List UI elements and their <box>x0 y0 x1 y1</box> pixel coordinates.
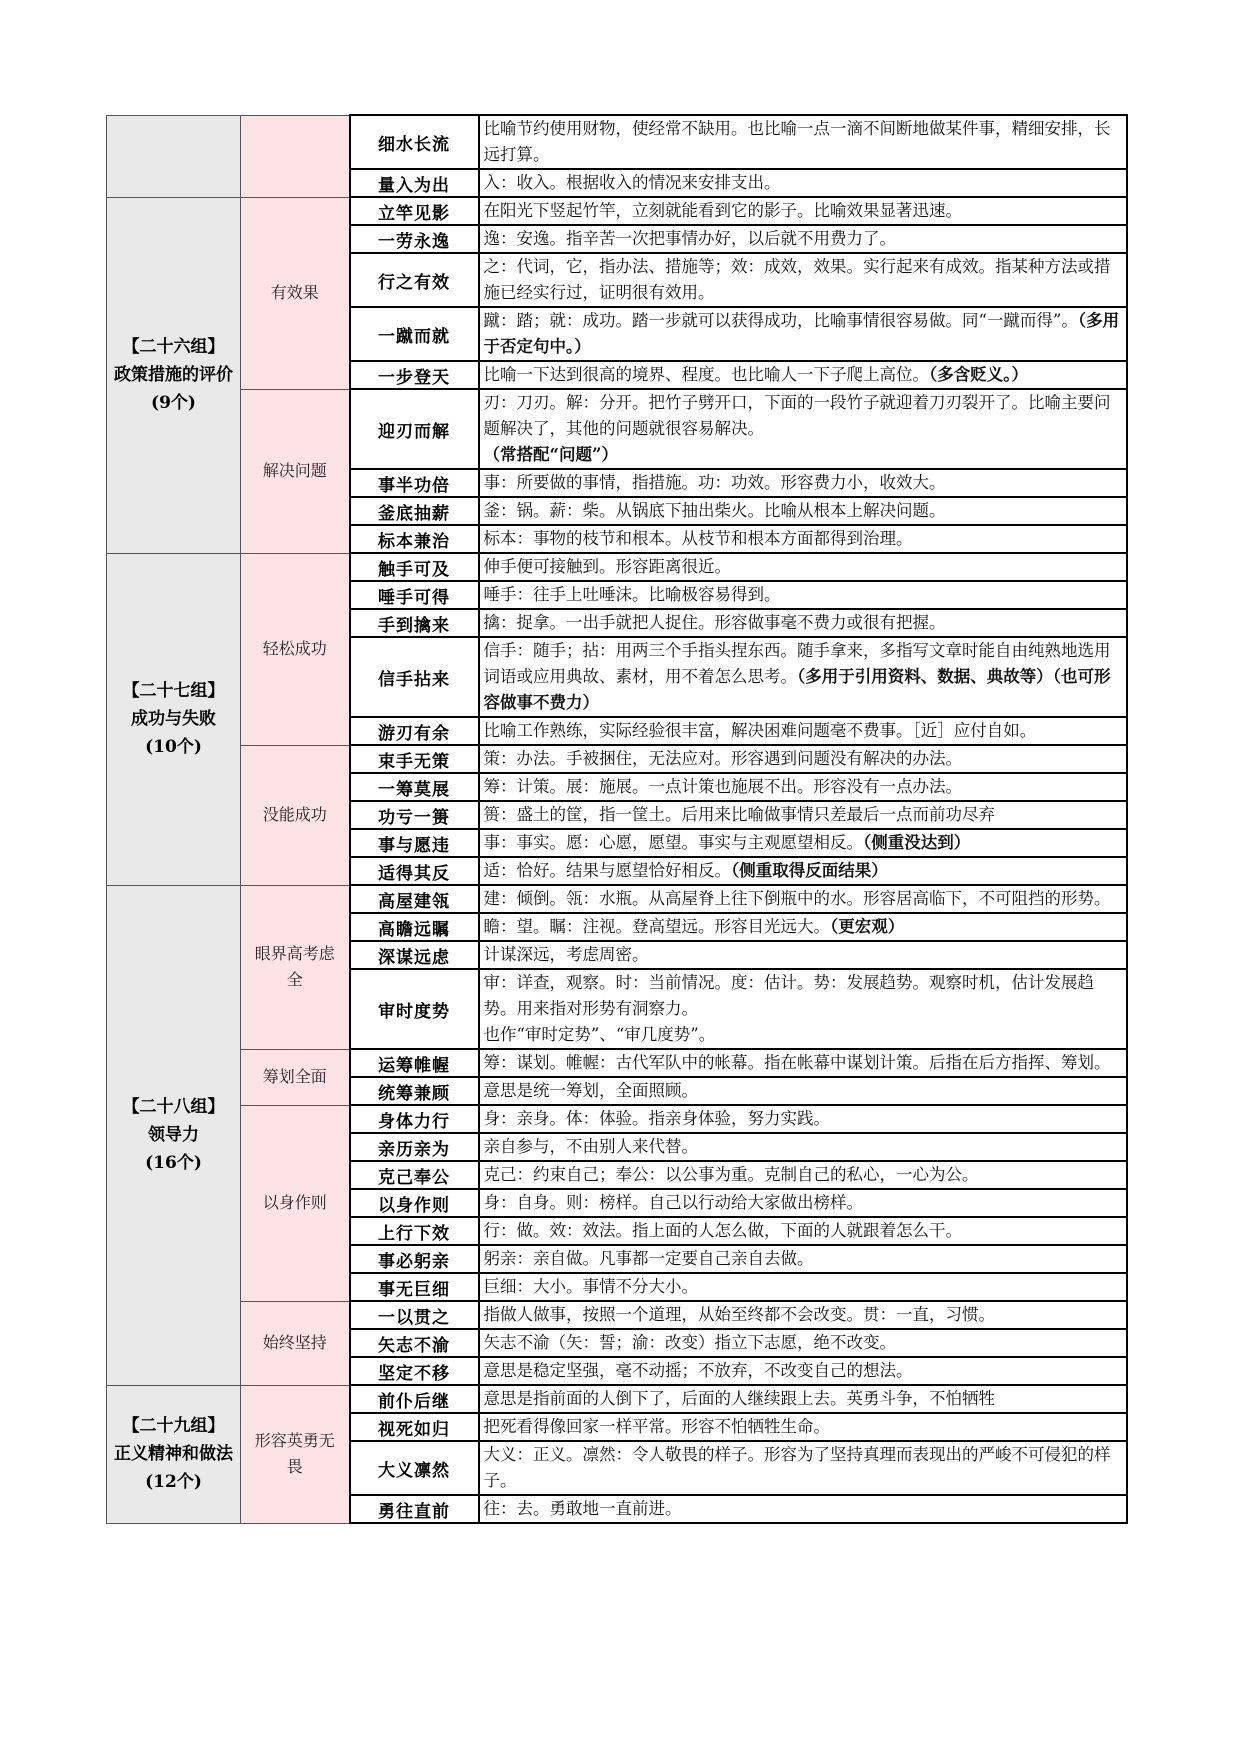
idiom-cell: 身体力行 <box>350 1105 479 1133</box>
definition-cell <box>479 1245 1128 1273</box>
category-cell: 解决问题 <box>241 389 350 553</box>
definition-text: 逸：安逸。指辛苦一次把事情办好，以后就不用费力了。 <box>483 229 896 248</box>
definition-cell <box>479 1441 1128 1495</box>
definition-cell <box>479 637 1128 717</box>
definition-cell <box>479 1273 1128 1301</box>
idiom-cell: 坚定不移 <box>350 1357 479 1385</box>
definition-text: 唾手：往手上吐唾沫。比喻极容易得到。 <box>483 585 781 604</box>
definition-text: 在阳光下竖起竹竿，立刻就能看到它的影子。比喻效果显著迅速。 <box>483 201 962 220</box>
idiom-cell: 上行下效 <box>350 1217 479 1245</box>
definition-cell <box>479 1413 1128 1441</box>
definition-text: 入：收入。根据收入的情况来安排支出。 <box>483 173 781 192</box>
definition-text: 事：所要做的事情，指措施。功：功效。形容费力小，收效大。 <box>483 473 946 492</box>
definition-cell <box>479 253 1128 307</box>
definition-text: 意思是指前面的人倒下了，后面的人继续跟上去。英勇斗争，不怕牺牲 <box>483 1389 995 1408</box>
idiom-cell: 一筹莫展 <box>350 773 479 801</box>
category-cell: 有效果 <box>241 197 350 389</box>
definition-cell <box>479 801 1128 829</box>
definition-text: 克己：约束自己；奉公：以公事为重。克制自己的私心，一心为公。 <box>483 1165 979 1184</box>
definition-cell <box>479 553 1128 581</box>
definition-cell <box>479 1049 1128 1077</box>
definition-cell <box>479 1385 1128 1413</box>
definition-cell <box>479 581 1128 609</box>
usage-note: （多用于否定句中。） <box>483 311 1120 356</box>
idiom-cell: 细水长流 <box>350 115 479 169</box>
definition-text: 篑：盛土的筐，指一筐土。后用来比喻做事情只差最后一点而前功尽弃 <box>483 805 995 824</box>
table-row <box>107 885 1128 913</box>
category-cell: 始终坚持 <box>241 1301 350 1385</box>
table-row <box>107 115 1128 169</box>
group-count: (10个) <box>145 737 202 757</box>
idiom-cell: 高瞻远瞩 <box>350 913 479 941</box>
definition-text: 身：亲身。体：体验。指亲身体验，努力实践。 <box>483 1109 830 1128</box>
idiom-table <box>106 114 1128 1524</box>
category-cell: 轻松成功 <box>241 553 350 745</box>
definition-text: 比喻一下达到很高的境界、程度。也比喻人一下子爬上高位。 <box>483 365 929 384</box>
idiom-cell: 审时度势 <box>350 969 479 1049</box>
definition-text: 指做人做事，按照一个道理，从始至终都不会改变。贯：一直，习惯。 <box>483 1305 995 1324</box>
definition-text: 意思是稳定坚强，毫不动摇；不放弃，不改变自己的想法。 <box>483 1361 913 1380</box>
idiom-cell: 勇往直前 <box>350 1495 479 1523</box>
definition-cell <box>479 857 1128 885</box>
idiom-cell: 功亏一篑 <box>350 801 479 829</box>
definition-text: 事：事实。愿：心愿，愿望。事实与主观愿望相反。 <box>483 833 863 852</box>
group-name: 成功与失败 <box>131 709 216 729</box>
definition-cell <box>479 745 1128 773</box>
definition-text: 伸手便可接触到。形容距离很近。 <box>483 557 731 576</box>
definition-text: 比喻工作熟练，实际经验很丰富，解决困难问题毫不费事。［近］应付自如。 <box>483 721 1037 740</box>
idiom-cell: 事必躬亲 <box>350 1245 479 1273</box>
group-cell <box>107 197 241 553</box>
definition-cell <box>479 1329 1128 1357</box>
idiom-cell: 亲历亲为 <box>350 1133 479 1161</box>
definition-cell <box>479 115 1128 169</box>
definition-cell <box>479 609 1128 637</box>
idiom-cell: 信手拈来 <box>350 637 479 717</box>
definition-text: 躬亲：亲自做。凡事都一定要自己亲自去做。 <box>483 1249 814 1268</box>
category-cell <box>241 115 350 197</box>
definition-cell <box>479 913 1128 941</box>
definition-text: 蹴：踏；就：成功。踏一步就可以获得成功，比喻事情很容易做。同“一蹴而得”。 <box>483 311 1078 330</box>
usage-note: （更宏观） <box>830 917 905 936</box>
usage-note: （侧重没达到） <box>863 833 971 852</box>
idiom-cell: 唾手可得 <box>350 581 479 609</box>
definition-cell <box>479 1217 1128 1245</box>
definition-cell <box>479 525 1128 553</box>
definition-cell <box>479 885 1128 913</box>
idiom-cell: 釜底抽薪 <box>350 497 479 525</box>
table-row <box>107 1385 1128 1413</box>
category-cell: 没能成功 <box>241 745 350 885</box>
idiom-cell: 一以贯之 <box>350 1301 479 1329</box>
definition-text: 矢志不渝（矢：誓；渝：改变）指立下志愿，绝不改变。 <box>483 1333 896 1352</box>
group-count: (16个) <box>145 1153 202 1173</box>
definition-cell <box>479 969 1128 1049</box>
group-cell <box>107 1385 241 1523</box>
definition-cell <box>479 1133 1128 1161</box>
usage-note: （侧重取得反面结果） <box>731 861 888 880</box>
category-cell: 形容英勇无畏 <box>241 1385 350 1523</box>
idiom-cell: 立竿见影 <box>350 197 479 225</box>
definition-text: 往：去。勇敢地一直前进。 <box>483 1499 682 1518</box>
definition-cell <box>479 1189 1128 1217</box>
definition-cell <box>479 1105 1128 1133</box>
idiom-cell: 以身作则 <box>350 1189 479 1217</box>
idiom-cell: 一劳永逸 <box>350 225 479 253</box>
idiom-cell: 视死如归 <box>350 1413 479 1441</box>
definition-text: 瞻：望。瞩：注视。登高望远。形容目光远大。 <box>483 917 830 936</box>
idiom-cell: 克己奉公 <box>350 1161 479 1189</box>
idiom-cell: 行之有效 <box>350 253 479 307</box>
table-row <box>107 1105 1128 1133</box>
group-label: 【二十七组】 <box>122 681 225 701</box>
definition-cell <box>479 307 1128 361</box>
definition-text: 策：办法。手被捆住，无法应对。形容遇到问题没有解决的办法。 <box>483 749 962 768</box>
idiom-cell: 事无巨细 <box>350 1273 479 1301</box>
definition-text: 计谋深远，考虑周密。 <box>483 945 649 964</box>
idiom-cell: 事半功倍 <box>350 469 479 497</box>
group-cell <box>107 115 241 197</box>
definition-text: 身：自身。则：榜样。自己以行动给大家做出榜样。 <box>483 1193 863 1212</box>
definition-text: 釜：锅。薪：柴。从锅底下抽出柴火。比喻从根本上解决问题。 <box>483 501 946 520</box>
idiom-cell: 前仆后继 <box>350 1385 479 1413</box>
definition-cell <box>479 469 1128 497</box>
idiom-cell: 一蹴而就 <box>350 307 479 361</box>
table-row <box>107 1049 1128 1077</box>
idiom-cell: 一步登天 <box>350 361 479 389</box>
idiom-cell: 适得其反 <box>350 857 479 885</box>
definition-text: 筹：计策。展：施展。一点计策也施展不出。形容没有一点办法。 <box>483 777 962 796</box>
definition-text: 之：代词，它，指办法、措施等；效：成效，效果。实行起来有成效。指某种方法或措施已经实行过，证明很有效用。 <box>483 257 1111 302</box>
definition-text: 巨细：大小。事情不分大小。 <box>483 1277 698 1296</box>
group-label: 【二十八组】 <box>122 1097 225 1117</box>
group-count: (12个) <box>145 1472 202 1492</box>
definition-text: 擒：捉拿。一出手就把人捉住。形容做事毫不费力或很有把握。 <box>483 613 946 632</box>
idiom-cell: 深谋远虑 <box>350 941 479 969</box>
category-cell: 眼界高考虑全 <box>241 885 350 1049</box>
idiom-cell: 矢志不渝 <box>350 1329 479 1357</box>
group-count: (9个) <box>151 393 196 413</box>
idiom-cell: 游刃有余 <box>350 717 479 745</box>
definition-text: 信手：随手；拈：用两三个手指头捏东西。随手拿来，多指写文章时能自由纯熟地选用词语或应用典故、素材，用不着怎么思考。 <box>483 641 1111 686</box>
group-label: 【二十九组】 <box>122 1416 225 1436</box>
definition-cell <box>479 1161 1128 1189</box>
group-name: 正义精神和做法 <box>114 1444 233 1464</box>
definition-text: 比喻节约使用财物，使经常不缺用。也比喻一点一滴不间断地做某件事，精细安排，长远打算。 <box>483 119 1111 164</box>
definition-text: 行：做。效：效法。指上面的人怎么做，下面的人就跟着怎么干。 <box>483 1221 962 1240</box>
idiom-cell: 大义凛然 <box>350 1441 479 1495</box>
definition-text: 审：详查，观察。时：当前情况。度：估计。势：发展趋势。观察时机，估计发展趋势。用来指对形势有洞察力。 <box>483 973 1094 1018</box>
definition-cell <box>479 389 1128 469</box>
definition-text: 也作“审时定势”、“审几度势”。 <box>483 1025 716 1044</box>
idiom-cell: 触手可及 <box>350 553 479 581</box>
definition-text: 适：恰好。结果与愿望恰好相反。 <box>483 861 731 880</box>
usage-note: （多含贬义。） <box>929 365 1028 384</box>
definition-cell <box>479 197 1128 225</box>
group-label: 【二十六组】 <box>122 337 225 357</box>
definition-cell <box>479 941 1128 969</box>
group-name: 政策措施的评价 <box>114 365 233 385</box>
idiom-cell: 高屋建瓴 <box>350 885 479 913</box>
idiom-cell: 统筹兼顾 <box>350 1077 479 1105</box>
definition-cell <box>479 773 1128 801</box>
definition-cell <box>479 1495 1128 1523</box>
idiom-cell: 运筹帷幄 <box>350 1049 479 1077</box>
idiom-cell: 手到擒来 <box>350 609 479 637</box>
definition-cell <box>479 1077 1128 1105</box>
idiom-cell: 迎刃而解 <box>350 389 479 469</box>
definition-text: 大义：正义。凛然：令人敬畏的样子。形容为了坚持真理而表现出的严峻不可侵犯的样子。 <box>483 1445 1111 1490</box>
definition-text: 刃：刀刃。解：分开。把竹子劈开口，下面的一段竹子就迎着刀刃裂开了。比喻主要问题解决了，其他的问题就很容易解决。 <box>483 393 1111 438</box>
table-row <box>107 1301 1128 1329</box>
definition-text: 标本：事物的枝节和根本。从枝节和根本方面都得到治理。 <box>483 529 913 548</box>
definition-cell <box>479 169 1128 197</box>
group-name: 领导力 <box>148 1125 199 1145</box>
table-row <box>107 197 1128 225</box>
table-row <box>107 389 1128 469</box>
definition-text: 亲自参与，不由别人来代替。 <box>483 1137 698 1156</box>
definition-cell <box>479 829 1128 857</box>
idiom-cell: 束手无策 <box>350 745 479 773</box>
usage-note: （多用于引用资料、数据、典故等）（也可形容做事不费力） <box>483 667 1111 712</box>
definition-text: 意思是统一筹划，全面照顾。 <box>483 1081 698 1100</box>
group-cell <box>107 885 241 1385</box>
idiom-cell: 标本兼治 <box>350 525 479 553</box>
definition-cell <box>479 225 1128 253</box>
definition-text: 把死看得像回家一样平常。形容不怕牺牲生命。 <box>483 1417 830 1436</box>
definition-cell <box>479 717 1128 745</box>
group-cell <box>107 553 241 885</box>
category-cell: 筹划全面 <box>241 1049 350 1105</box>
idiom-cell: 事与愿违 <box>350 829 479 857</box>
definition-text: 筹：谋划。帷幄：古代军队中的帐幕。指在帐幕中谋划计策。后指在后方指挥、筹划。 <box>483 1053 1111 1072</box>
definition-text: 建：倾倒。瓴：水瓶。从高屋脊上往下倒瓶中的水。形容居高临下，不可阻挡的形势。 <box>483 889 1111 908</box>
category-cell: 以身作则 <box>241 1105 350 1301</box>
table-row <box>107 745 1128 773</box>
definition-cell <box>479 361 1128 389</box>
idiom-cell: 量入为出 <box>350 169 479 197</box>
definition-cell <box>479 497 1128 525</box>
usage-note: （常搭配“问题”） <box>483 445 618 464</box>
definition-cell <box>479 1357 1128 1385</box>
definition-cell <box>479 1301 1128 1329</box>
table-row <box>107 553 1128 581</box>
